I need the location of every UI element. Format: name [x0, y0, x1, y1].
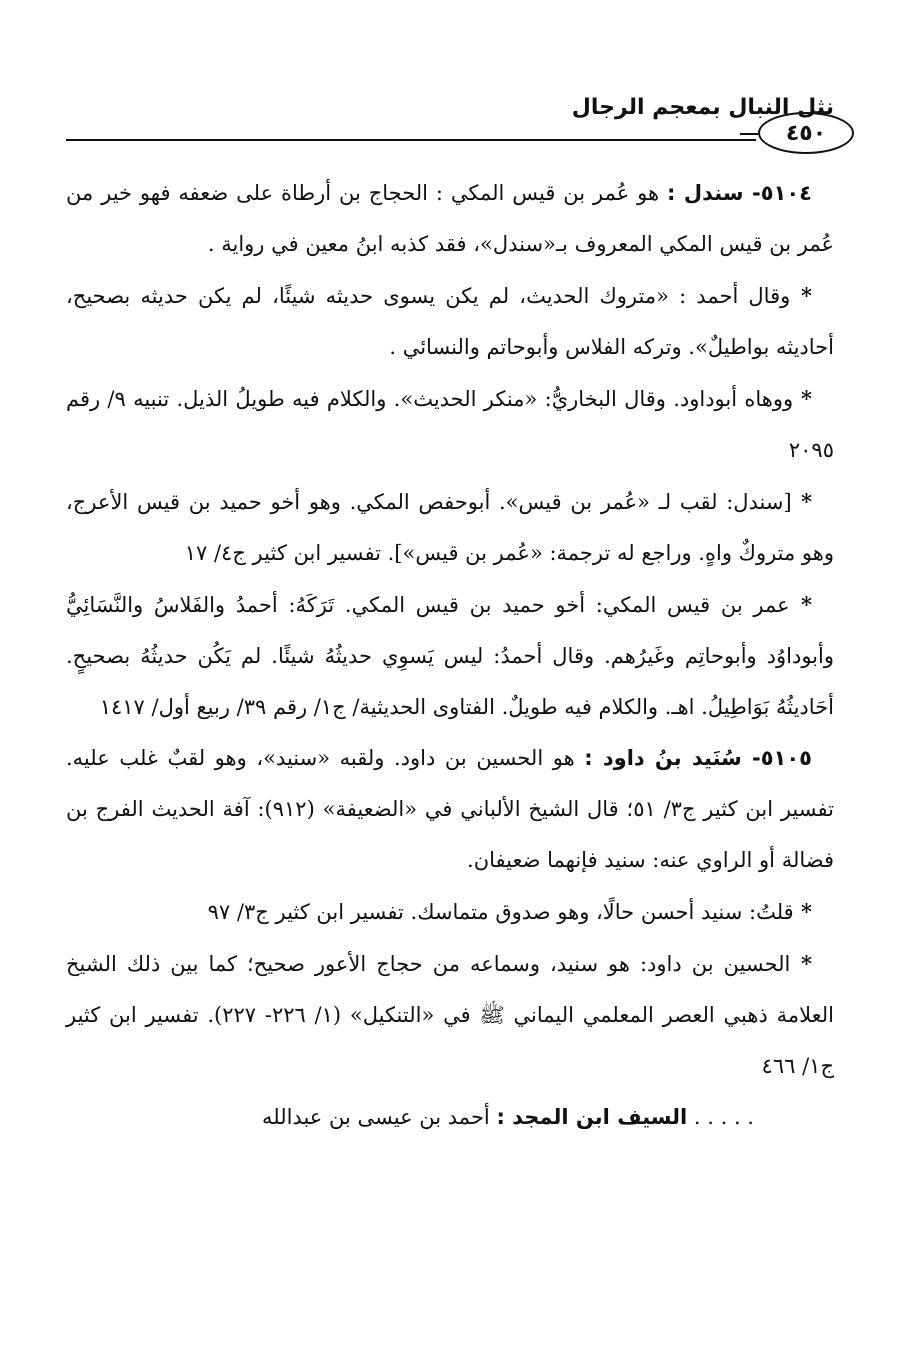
note-text: قلتُ: سنيد أحسن حالًا، وهو صدوق متماسك. تفسير ابن كثير ج٣/ ٩٧ [207, 900, 794, 924]
bullet-star: * [791, 489, 812, 514]
note-paragraph [66, 886, 834, 938]
note-paragraph [66, 579, 834, 733]
note-text: عمر بن قيس المكي: أخو حميد بن قيس المكي. تَرَكَهُ: أحمدُ والفَلاسُ والنَّسَائِيُّ وأبوداوُد وأبوحاتِم وغَيرُهم. وقال أحمدُ: ليس يَسوِي حديثُهُ شيئًا. لم يَكُن حديثُهُ بصحيحٍ. أحَاديثُهُ بَوَاطِيلُ. اهـ. والكلام فيه طويلٌ. الفتاوى الحديثية/ ج١/ رقم ٣٩/ ربيع أول/ ١٤١٧ [66, 593, 834, 719]
note-text: [سندل: لقب لـ «عُمر بن قيس». أبوحفص المكي. وهو أخو حميد بن قيس الأعرج، وهو متروكٌ واهٍ. وراجع له ترجمة: «عُمر بن قيس»]. تفسير ابن كثير ج٤/ ١٧ [66, 490, 834, 565]
bullet-star: * [790, 283, 813, 308]
entry-text: أحمد بن عيسى بن عبدالله [261, 1105, 497, 1129]
entry-5105 [66, 733, 834, 886]
entry-5104 [66, 168, 834, 270]
entry-heading: السيف ابن المجد : [496, 1105, 688, 1129]
header-rule [66, 139, 756, 141]
bullet-star: * [790, 951, 812, 976]
book-title: نثل النبال بمعجم الرجال [571, 95, 834, 120]
entry-text: هو عُمر بن قيس المكي : الحجاج بن أرطاة على ضعفه فهو خير من عُمر بن قيس المكي المعروف بـ«سندل»، فقد كذبه ابنُ معين في رواية . [66, 181, 834, 256]
leader-dots: . . . . . [687, 1105, 754, 1129]
note-paragraph [66, 373, 834, 476]
entry-text: هو الحسين بن داود. ولقبه «سنيد»، وهو لقبٌ غلب عليه. تفسير ابن كثير ج٣/ ٥١؛ قال الشيخ الألباني في «الضعيفة» (٩١٢): آفة الحديث الفرج بن فضالة أو الراوي عنه: سنيد فإنهما ضعيفان. [66, 746, 834, 872]
note-paragraph [66, 476, 834, 579]
note-paragraph [66, 938, 834, 1092]
page-body [66, 168, 834, 1143]
note-text: وقال أحمد : «متروك الحديث، لم يكن يسوى حديثه شيئًا، لم يكن حديثه بصحيح، أحاديثه بواطيلٌ». وتركه الفلاس وأبوحاتم والنسائي . [66, 284, 834, 359]
entry-heading: ٥١٠٥- سُنَيد بنُ داود : [584, 746, 813, 770]
note-paragraph [66, 270, 834, 373]
page-number: ٤٥٠ [785, 120, 827, 146]
header-rule-ornament [740, 133, 758, 135]
note-text: الحسين بن داود: هو سنيد، وسماعه من حجاج الأعور صحيح؛ كما بين ذلك الشيخ العلامة ذهبي العصر المعلمي اليماني ﷺ في «التنكيل» (١/ ٢٢٦- ٢٢٧). تفسير ابن كثير ج١/ ٤٦٦ [66, 952, 834, 1078]
bullet-star: * [793, 899, 812, 924]
note-text: ووهاه أبوداود. وقال البخاريُّ: «منكر الحديث». والكلام فيه طويلُ الذيل. تنبيه ٩/ رقم ٢٠٩٥ [66, 387, 834, 462]
bullet-star: * [793, 386, 812, 411]
cross-reference-entry [66, 1092, 834, 1143]
page-number-badge [758, 112, 854, 154]
entry-heading: ٥١٠٤- سندل : [666, 181, 812, 205]
bullet-star: * [789, 592, 812, 617]
